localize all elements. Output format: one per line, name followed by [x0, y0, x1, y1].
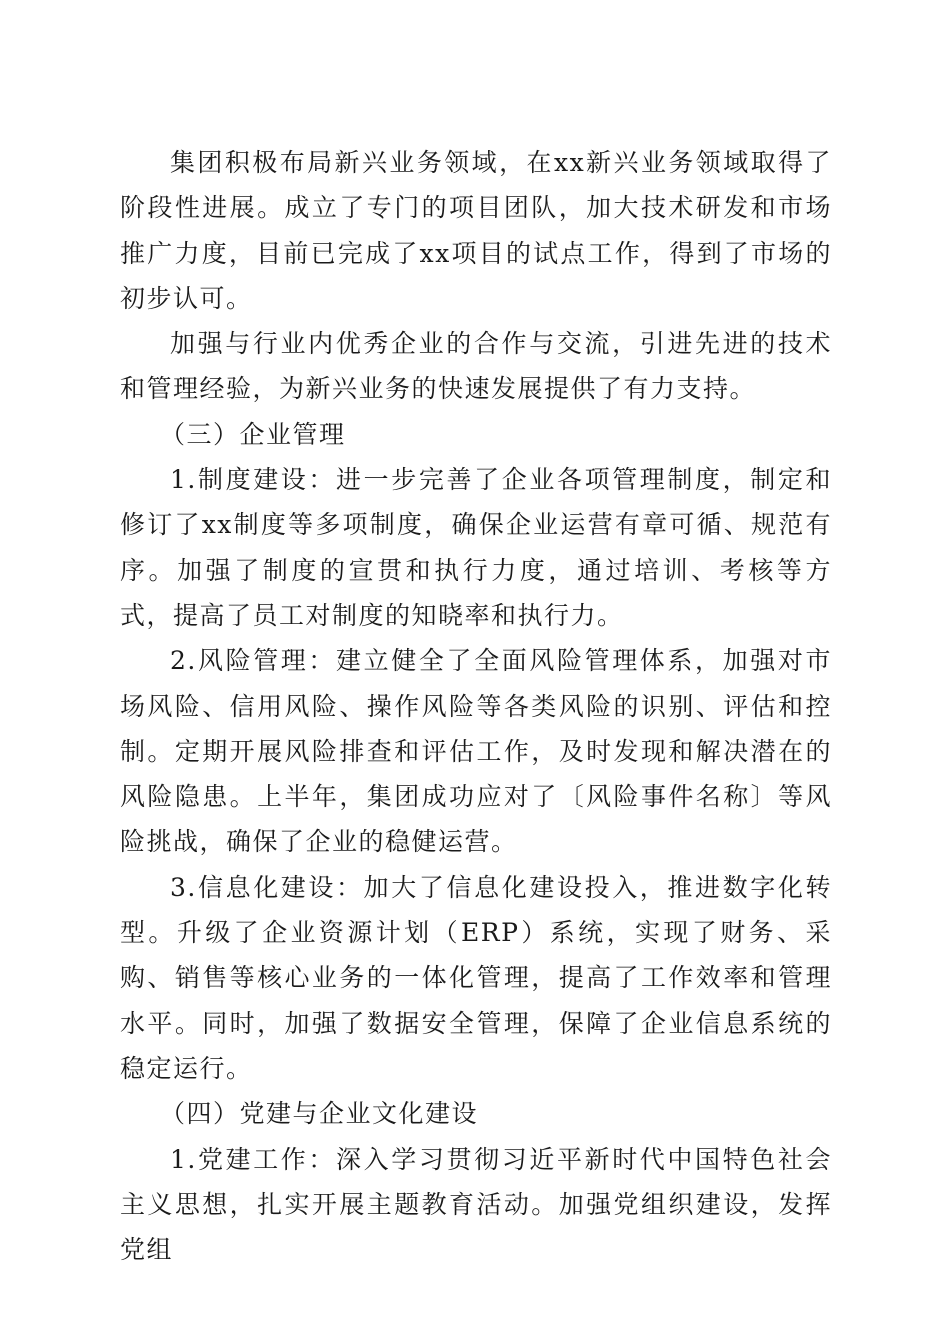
paragraph-party-building-work: 1.党建工作：深入学习贯彻习近平新时代中国特色社会主义思想，扎实开展主题教育活动。加强党组织建设，发挥党组 — [120, 1144, 832, 1265]
paragraph-risk-management: 2.风险管理：建立健全了全面风险管理体系，加强对市场风险、信用风险、操作风险等各类风险的识别、评估和控制。定期开展风险排查和评估工作，及时发现和解决潜在的风险隐患。上半年，集团成功应对了〔风险事件名称〕等风险挑战，确保了企业的稳健运营。 — [120, 646, 832, 857]
document-body — [120, 140, 832, 1272]
paragraph-system-construction: 1.制度建设：进一步完善了企业各项管理制度，制定和修订了xx制度等多项制度，确保企业运营有章可循、规范有序。加强了制度的宣贯和执行力度，通过培训、考核等方式，提高了员工对制度的知晓率和执行力。 — [120, 465, 832, 630]
paragraph-emerging-business-progress: 集团积极布局新兴业务领域，在xx新兴业务领域取得了阶段性进展。成立了专门的项目团队，加大技术研发和市场推广力度，目前已完成了xx项目的试点工作，得到了市场的初步认可。 — [120, 148, 832, 313]
paragraph-industry-cooperation: 加强与行业内优秀企业的合作与交流，引进先进的技术和管理经验，为新兴业务的快速发展提供了有力支持。 — [120, 329, 832, 404]
paragraph-informatization: 3.信息化建设：加大了信息化建设投入，推进数字化转型。升级了企业资源计划（ERP）系统，实现了财务、采购、销售等核心业务的一体化管理，提高了工作效率和管理水平。同时，加强了数据安全管理，保障了企业信息系统的稳定运行。 — [120, 872, 832, 1083]
section-heading-enterprise-management: （三）企业管理 — [160, 419, 346, 449]
section-heading-party-building-culture: （四）党建与企业文化建设 — [160, 1099, 479, 1129]
